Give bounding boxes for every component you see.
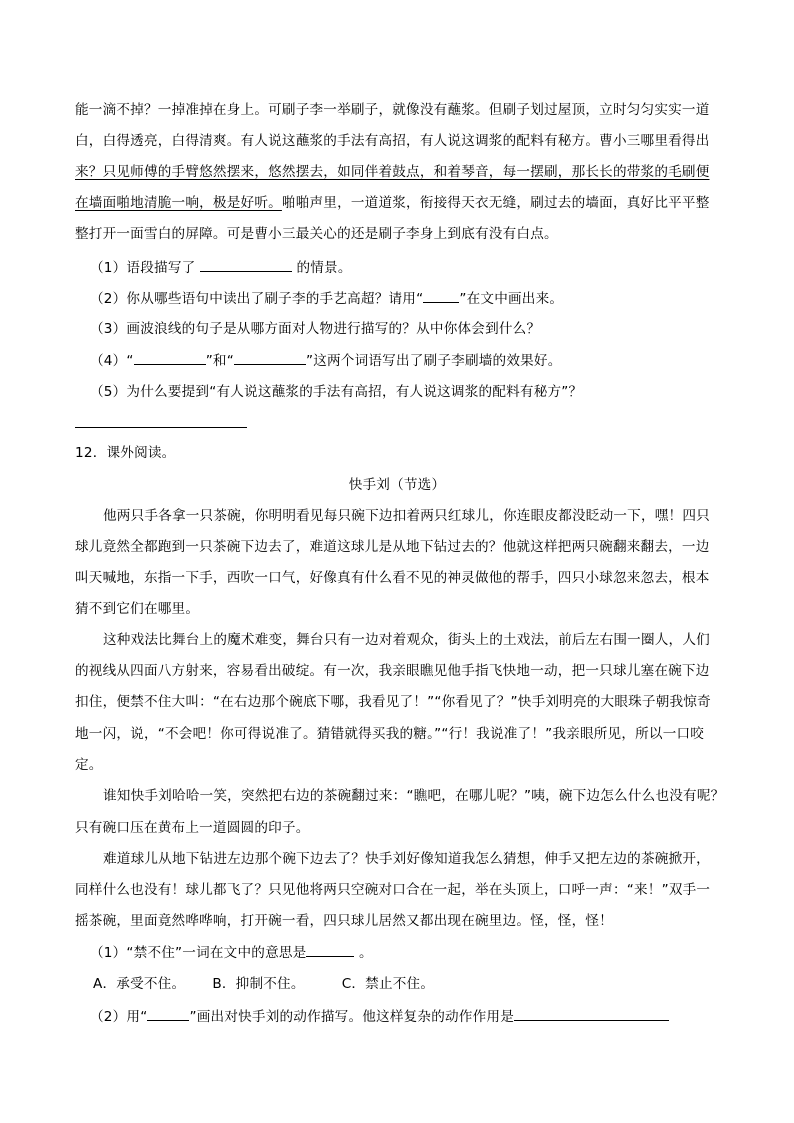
reading-line: 同样什么也没有！球儿都飞了？只见他将两只空碗对口合在一起，举在头顶上，口呼一声：“来！”双手一	[75, 882, 711, 898]
passage-line-1: 能一滴不掉？一掉准掉在身上。可刷子李一举刷子，就像没有蘸浆。但刷子划过屋顶，立时匀匀实实一道	[75, 102, 710, 118]
reading-line: 地一闪，说，“不会吧！你可得说准了。猜错就得买我的糖。”“行！我说准了！”我亲眼所见，所以一口咬	[75, 726, 705, 742]
reading-line: 只有碗口压在黄布上一道圆圆的印子。	[75, 820, 310, 836]
underline-mark-sample	[423, 290, 459, 303]
question-12-2: （2）用“ ”画出对快手刘的动作描写。他这样复杂的动作作用是	[90, 1008, 669, 1025]
answer-blank[interactable]	[514, 1008, 669, 1021]
reading-line: 难道球儿从地下钻进左边那个碗下边去了？快手刘好像知道我怎么猜想，伸手又把左边的茶碗掀开，	[103, 851, 710, 867]
reading-line: 他两只手各拿一只茶碗，你明明看见每只碗下边扣着两只红球儿，你连眼皮都没眨动一下，嘿！四只	[103, 508, 710, 524]
reading-line: 球儿竟然全都跑到一只茶碗下边去了，难道这球儿是从地下钻过去的？他就这样把两只碗翻来翻去，一边	[75, 539, 710, 555]
section-heading: 12．课外阅读。	[75, 445, 176, 461]
option-a[interactable]: A．承受不住。	[93, 976, 186, 992]
reading-line: 定。	[75, 757, 103, 773]
reading-line: 扣住，便禁不住大叫：“在右边那个碗底下哪，我看见了！”“你看见了？”快手刘明亮的大眼珠子朝我惊奇	[75, 694, 711, 710]
answer-blank[interactable]	[75, 415, 247, 428]
passage-line-5: 整打开一面雪白的屏障。可是曹小三最关心的还是刷子李身上到底有没有白点。	[75, 226, 558, 242]
question-12-1: （1）“禁不住”一词在文中的意思是 。	[90, 945, 373, 961]
options-row	[93, 976, 434, 992]
reading-line: 谁知快手刘哈哈一笑，突然把右边的茶碗翻过来：“瞧吧，在哪儿呢？”咦，碗下边怎么什么也没有呢？	[103, 788, 725, 804]
question-11-5: （5）为什么要提到“有人说这蘸浆的手法有高招，有人说这调浆的配料有秘方”？	[90, 384, 583, 400]
question-11-2: （2）你从哪些语句中读出了刷子李的手艺高超？请用“ ”在文中画出来。	[90, 291, 564, 307]
answer-blank[interactable]	[306, 944, 354, 957]
answer-blank[interactable]	[200, 259, 292, 272]
wavy-underlined-sentence-end: 在墙面啪地清脆一响，极是好听。	[75, 195, 282, 211]
option-b[interactable]: B．抑制不住。	[212, 976, 305, 992]
answer-blank[interactable]	[134, 352, 206, 365]
reading-line: 猜不到它们在哪里。	[75, 601, 200, 617]
reading-line: 的视线从四面八方射来，容易看出破绽。有一次，我亲眼瞧见他手指飞快地一动，把一只球儿塞在碗下边	[75, 663, 710, 679]
question-11-1: （1）语段描写了 的情景。	[90, 260, 352, 276]
question-11-3: （3）画波浪线的句子是从哪方面对人物进行描写的？从中你体会到什么？	[90, 321, 541, 337]
reading-line: 叫天喊地，东指一下手，西吹一口气，好像真有什么看不见的神灵做他的帮手，四只小球忽来忽去，根本	[75, 570, 710, 586]
reading-line: 摇茶碗，里面竟然哗哗响，打开碗一看，四只球儿居然又都出现在碗里边。怪，怪，怪！	[75, 913, 613, 929]
answer-blank[interactable]	[234, 352, 306, 365]
option-c[interactable]: C．禁止不住。	[341, 976, 435, 992]
underline-mark-sample	[147, 1008, 189, 1021]
passage-line-3	[75, 164, 710, 180]
passage-line-4: 在墙面啪地清脆一响，极是好听。啪啪声里，一道道浆，衔接得天衣无缝，刷过去的墙面，真好比平平整	[75, 195, 710, 211]
passage-line-2: 白，白得透亮，白得清爽。有人说这蘸浆的手法有高招，有人说这调浆的配料有秘方。曹小三哪里看得出	[75, 133, 710, 149]
answer-line-11-5	[75, 415, 247, 432]
question-11-4: （4）“ ”和“ ”这两个词语写出了刷子李刷墙的效果好。	[90, 353, 562, 369]
wavy-underlined-sentence: 来？只见师傅的手臂悠然摆来，悠然摆去，如同伴着鼓点，和着琴音，每一摆刷，那长长的带浆的毛刷便	[75, 164, 710, 180]
reading-title: 快手刘（节选）	[348, 477, 446, 493]
reading-line: 这种戏法比舞台上的魔术难变，舞台只有一边对着观众，街头上的土戏法，前后左右围一圈人，人们	[103, 632, 710, 648]
